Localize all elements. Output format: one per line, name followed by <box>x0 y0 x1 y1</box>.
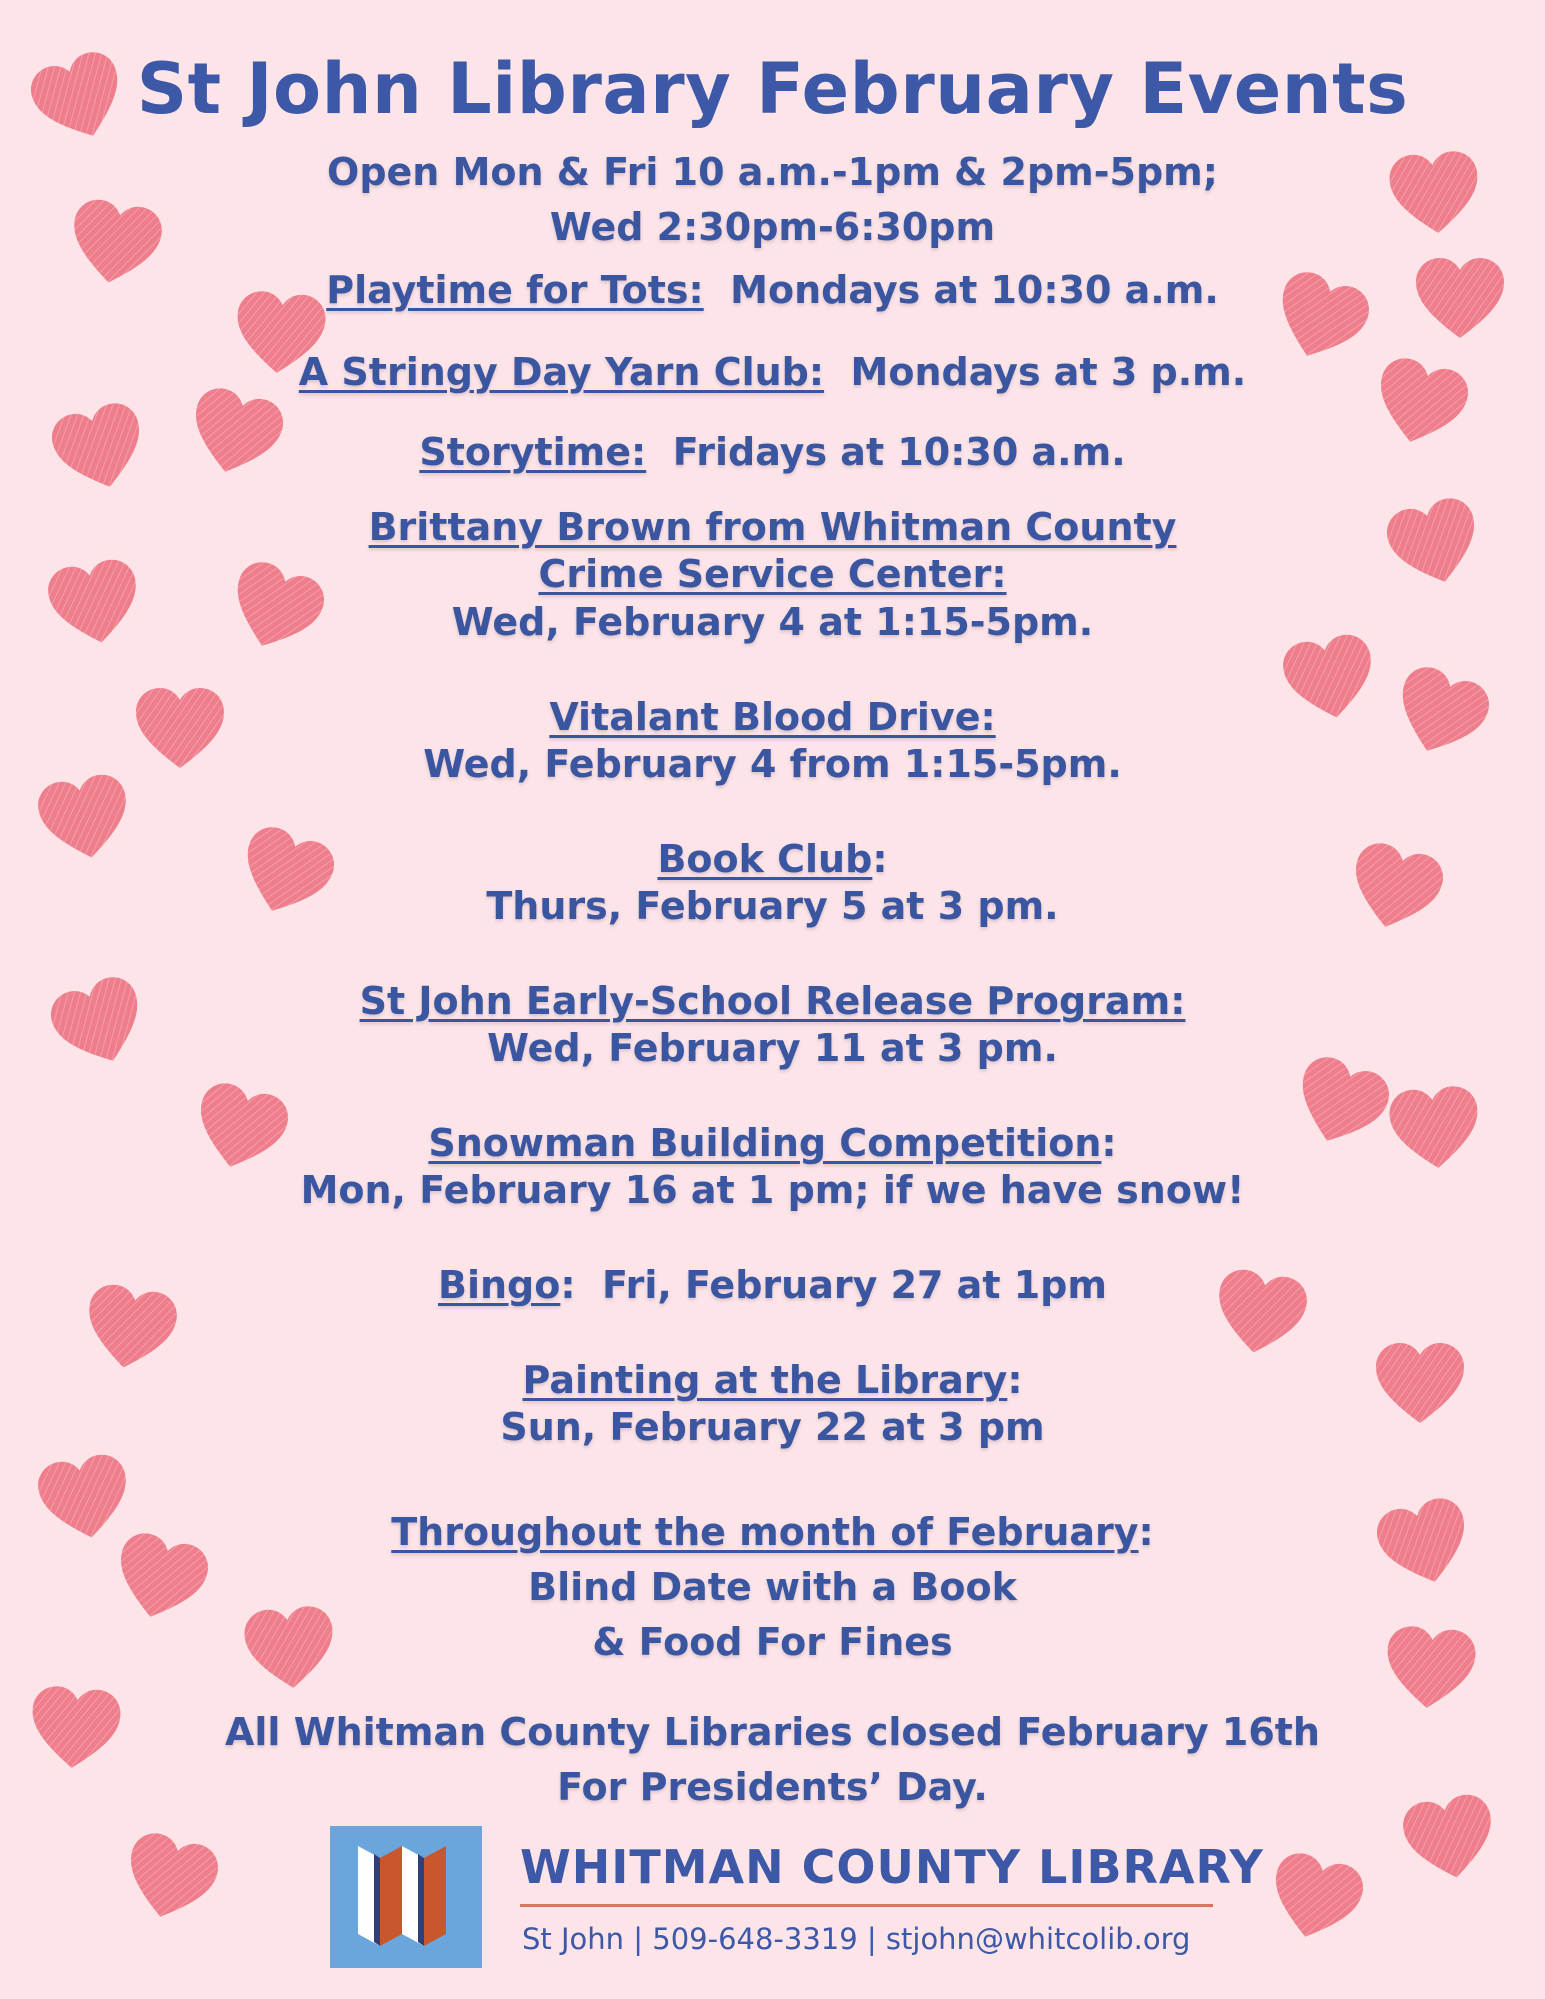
event-label: Crime Service Center: <box>538 552 1007 596</box>
event-label: A Stringy Day Yarn Club: <box>298 350 825 394</box>
footer-brand: WHITMAN COUNTY LIBRARY <box>520 1840 1264 1894</box>
hours-line-1: Open Mon & Fri 10 a.m.-1pm & 2pm-5pm; <box>327 150 1218 194</box>
event-detail: Fridays at 10:30 a.m. <box>672 430 1126 474</box>
event-label-suffix: : <box>872 837 888 881</box>
event-brittany-label-2 <box>0 552 1545 596</box>
event-label: Book Club <box>657 837 873 881</box>
event-month-line-1: Blind Date with a Book <box>528 1565 1017 1609</box>
event-label-suffix: : <box>560 1263 576 1307</box>
event-label: Brittany Brown from Whitman County <box>368 505 1177 549</box>
event-painting-detail: Sun, February 22 at 3 pm <box>500 1405 1045 1449</box>
event-label-suffix: : <box>1101 1121 1117 1165</box>
event-yarn-club <box>0 350 1545 394</box>
event-label: Bingo <box>438 1263 561 1307</box>
closure-line-2: For Presidents’ Day. <box>557 1765 988 1809</box>
event-label-suffix: : <box>1138 1510 1154 1554</box>
heart-icon <box>109 1819 231 1941</box>
event-detail: Mondays at 10:30 a.m. <box>730 268 1219 312</box>
event-playtime <box>0 268 1545 312</box>
event-book-club-detail: Thurs, February 5 at 3 pm. <box>486 884 1059 928</box>
event-label: Painting at the Library <box>522 1358 1008 1402</box>
event-release-detail: Wed, February 11 at 3 pm. <box>487 1026 1058 1070</box>
event-painting-label <box>0 1358 1545 1402</box>
closure-line-1: All Whitman County Libraries closed February 16th <box>225 1710 1320 1754</box>
event-detail: Fri, February 27 at 1pm <box>602 1263 1107 1307</box>
event-label: Playtime for Tots: <box>326 268 704 312</box>
event-month-label <box>0 1510 1545 1554</box>
event-blood-drive-detail: Wed, February 4 from 1:15-5pm. <box>423 742 1122 786</box>
library-logo-icon <box>330 1826 482 1968</box>
event-label: Snowman Building Competition <box>428 1121 1102 1165</box>
event-release-label <box>0 979 1545 1023</box>
event-book-club-label <box>0 837 1545 881</box>
event-snowman-label <box>0 1121 1545 1165</box>
event-label: St John Early-School Release Program: <box>359 979 1186 1023</box>
event-brittany-detail: Wed, February 4 at 1:15-5pm. <box>451 600 1094 644</box>
event-storytime <box>0 430 1545 474</box>
event-label-suffix: : <box>1007 1358 1023 1402</box>
event-month-line-2: & Food For Fines <box>592 1620 953 1664</box>
page-title: St John Library February Events <box>136 48 1409 130</box>
event-snowman-detail: Mon, February 16 at 1 pm; if we have snow! <box>300 1168 1245 1212</box>
event-blood-drive-label <box>0 695 1545 739</box>
event-label: Vitalant Blood Drive: <box>549 695 996 739</box>
hours-line-2: Wed 2:30pm-6:30pm <box>549 205 996 249</box>
footer-divider <box>520 1904 1213 1907</box>
footer-contact: St John | 509-648-3319 | stjohn@whitcolib.org <box>522 1922 1191 1956</box>
event-brittany-label-1 <box>0 505 1545 549</box>
event-bingo <box>0 1263 1545 1307</box>
heart-icon <box>1254 1839 1376 1961</box>
event-label: Throughout the month of February <box>391 1510 1139 1554</box>
event-detail: Mondays at 3 p.m. <box>850 350 1247 394</box>
event-label: Storytime: <box>419 430 647 474</box>
